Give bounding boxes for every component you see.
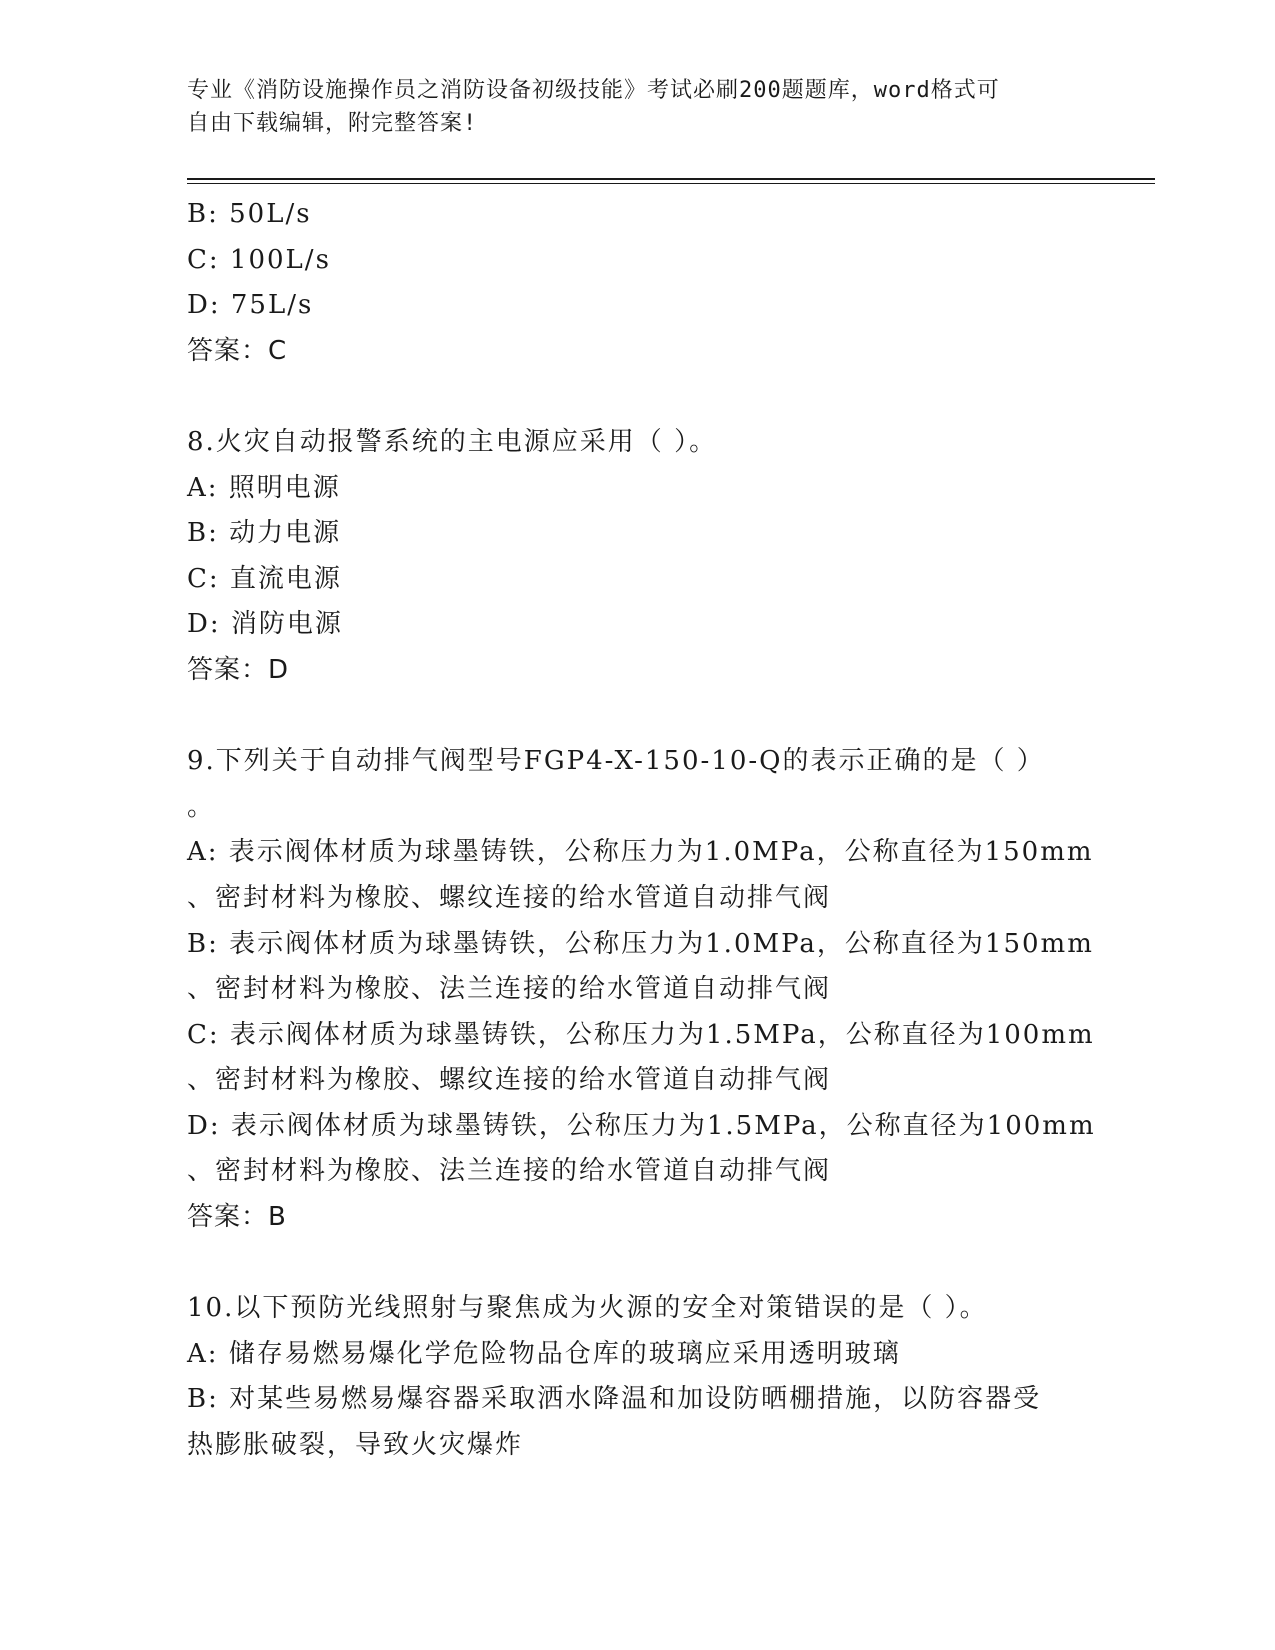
question-7 [187, 192, 1087, 374]
q9-question-line-1: 9.下列关于自动排气阀型号FGP4-X-150-10-Q的表示正确的是（ ） [187, 746, 1045, 777]
spacer [187, 374, 1087, 420]
q10-option-b-line-2: 热膨胀破裂，导致火灾爆炸 [187, 1430, 524, 1461]
q9-option-c-line-1: C: 表示阀体材质为球墨铸铁，公称压力为1.5MPa，公称直径为100mm [187, 1019, 1095, 1050]
q10-question: 10.以下预防光线照射与聚焦成为火源的安全对策错误的是（ ）。 [187, 1293, 988, 1324]
question-10 [187, 1286, 1087, 1468]
q9-option-c-line-2: 、密封材料为橡胶、螺纹连接的给水管道自动排气阀 [187, 1065, 832, 1096]
q8-option-c: C: 直流电源 [187, 563, 342, 594]
question-8 [187, 420, 1087, 694]
q8-option-d: D: 消防电源 [187, 609, 343, 640]
q9-answer: 答案：B [187, 1202, 287, 1233]
q8-question: 8.火灾自动报警系统的主电源应采用（ ）。 [187, 426, 718, 457]
q9-option-d-line-1: D: 表示阀体材质为球墨铸铁，公称压力为1.5MPa，公称直径为100mm [187, 1110, 1096, 1141]
q10-option-b-line-1: B: 对某些易燃易爆容器采取洒水降温和加设防晒棚措施，以防容器受 [187, 1384, 1042, 1415]
q9-option-d-line-2: 、密封材料为橡胶、法兰连接的给水管道自动排气阀 [187, 1156, 832, 1187]
q7-option-b: B: 50L/s [187, 199, 312, 229]
document-body [187, 192, 1096, 1469]
q7-answer: 答案：C [187, 335, 288, 366]
q9-option-b-line-1: B: 表示阀体材质为球墨铸铁，公称压力为1.0MPa，公称直径为150mm [187, 928, 1094, 959]
q8-option-b: B: 动力电源 [187, 518, 342, 549]
q9-option-a-line-1: A: 表示阀体材质为球墨铸铁，公称压力为1.0MPa，公称直径为150mm [187, 837, 1094, 868]
spacer [187, 1241, 1087, 1287]
header-rule-thick [187, 178, 1155, 180]
header-rule-thin [187, 183, 1155, 184]
header-line-1: 专业《消防设施操作员之消防设备初级技能》考试必刷200题题库，word格式可 [187, 78, 1000, 103]
header-line-2: 自由下载编辑，附完整答案! [187, 111, 478, 136]
q9-option-b-line-2: 、密封材料为橡胶、法兰连接的给水管道自动排气阀 [187, 974, 832, 1005]
q7-option-d: D: 75L/s [187, 290, 314, 321]
q9-question-line-2: 。 [187, 791, 216, 822]
q9-option-a-line-2: 、密封材料为橡胶、螺纹连接的给水管道自动排气阀 [187, 882, 832, 913]
question-9 [187, 739, 1096, 1241]
spacer [187, 694, 1087, 740]
document-header [187, 74, 1087, 140]
q7-option-c: C: 100L/s [187, 244, 331, 275]
q8-option-a: A: 照明电源 [187, 472, 341, 503]
q10-option-a: A: 储存易燃易爆化学危险物品仓库的玻璃应采用透明玻璃 [187, 1338, 901, 1369]
q8-answer: 答案：D [187, 654, 290, 685]
